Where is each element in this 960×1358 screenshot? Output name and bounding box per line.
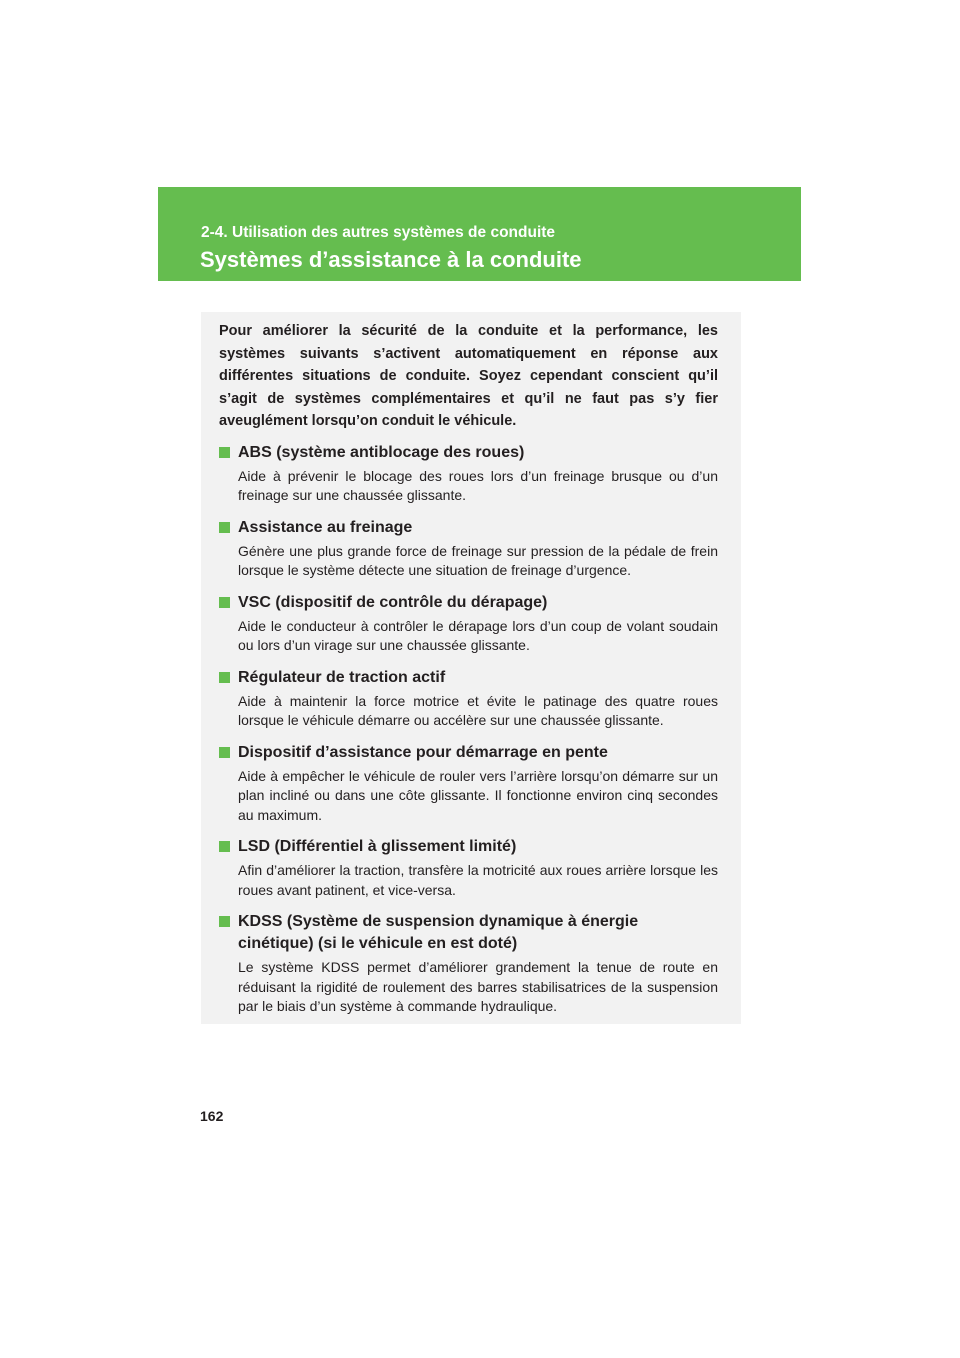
feature-item-brake-assist (219, 517, 718, 581)
feature-item-abs (219, 442, 718, 506)
square-bullet-icon (219, 672, 230, 683)
page-title: Systèmes d’assistance à la conduite (200, 247, 582, 272)
feature-item-lsd (219, 836, 718, 900)
feature-item-hill-start-assist (219, 742, 718, 826)
square-bullet-icon (219, 447, 230, 458)
feature-title: LSD (Différentiel à glissement limité) (238, 838, 517, 856)
page-number: 162 (200, 1108, 224, 1124)
feature-item-traction-control (219, 667, 718, 731)
intro-paragraph: Pour améliorer la sécurité de la conduite et la performance, les systèmes suivants s’activent automatiquement en réponse aux différentes situations de conduite. Soyez cependant conscient qu’il s’agit de systèmes complémentaires et qu’il ne faut pas s’y fier aveuglément lorsqu’on conduit le véhicule. (219, 323, 718, 430)
feature-title: VSC (dispositif de contrôle du dérapage) (238, 593, 548, 611)
square-bullet-icon (219, 597, 230, 608)
content-box (201, 312, 741, 1024)
feature-title: Assistance au freinage (238, 518, 413, 536)
feature-title: Régulateur de traction actif (238, 668, 446, 686)
feature-description: Aide le conducteur à contrôler le dérapage lors d’un coup de volant soudain ou lors d’un virage sur une chaussée glissante. (238, 617, 718, 654)
feature-description: Génère une plus grande force de freinage sur pression de la pédale de frein lorsque le système détecte une situation de freinage d’urgence. (238, 542, 718, 579)
square-bullet-icon (219, 747, 230, 758)
feature-title: Dispositif d’assistance pour démarrage en pente (238, 743, 608, 761)
feature-description: Aide à maintenir la force motrice et évite le patinage des quatre roues lorsque le véhicule démarre ou accélère sur une chaussée glissante. (238, 692, 718, 729)
feature-description: Afin d’améliorer la traction, transfère la motricité aux roues arrière lorsque les roues avant patinent, et vice-versa. (238, 862, 718, 898)
feature-description: Aide à empêcher le véhicule de rouler vers l’arrière lorsqu’on démarre sur un plan incliné ou dans une côte glissante. Il fonctionne environ cinq secondes au maximum. (238, 767, 718, 823)
feature-description: Le système KDSS permet d’améliorer grandement la tenue de route en réduisant la rigidité de roulement des barres stabilisatrices de la suspension par le biais d’un système à commande hydraulique. (238, 959, 718, 1015)
feature-description: Aide à prévenir le blocage des roues lors d’un freinage brusque ou d’un freinage sur une chaussée glissante. (238, 467, 718, 504)
feature-item-kdss (219, 911, 718, 1017)
square-bullet-icon (219, 916, 230, 927)
feature-title: ABS (système antiblocage des roues) (238, 443, 525, 461)
feature-item-vsc (219, 592, 718, 656)
section-label: 2-4. Utilisation des autres systèmes de conduite (201, 224, 556, 241)
square-bullet-icon (219, 841, 230, 852)
square-bullet-icon (219, 522, 230, 533)
section-header (158, 187, 801, 281)
feature-title: KDSS (Système de suspension dynamique à énergie cinétique) (si le véhicule en est doté) (238, 913, 639, 953)
